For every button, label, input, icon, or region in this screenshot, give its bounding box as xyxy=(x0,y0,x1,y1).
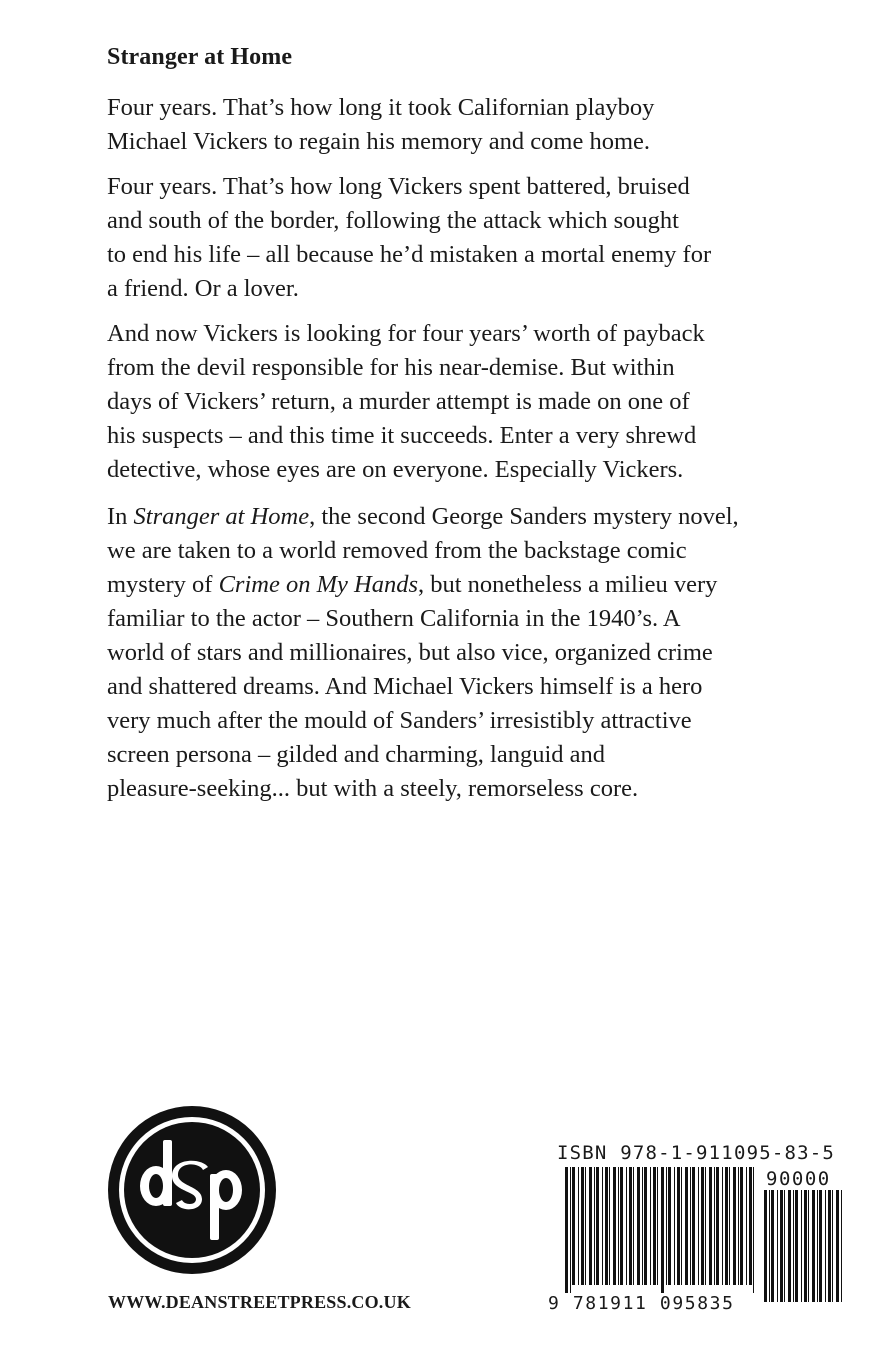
barcode-bar xyxy=(661,1167,664,1293)
barcode-bar xyxy=(825,1190,826,1302)
barcode-bar xyxy=(764,1190,767,1302)
text-line: very much after the mould of Sanders’ irresistibly attractive xyxy=(107,707,692,734)
barcode-bar xyxy=(666,1167,667,1285)
barcode-bar xyxy=(722,1167,723,1285)
barcode-bar xyxy=(780,1190,783,1302)
barcode-bar xyxy=(650,1167,651,1285)
barcode-bar xyxy=(836,1190,839,1302)
barcode-bar xyxy=(620,1167,623,1285)
barcode-bar xyxy=(626,1167,627,1285)
barcode-bar xyxy=(677,1167,680,1285)
text-line: to end his life – all because he’d mistaken a mortal enemy for xyxy=(107,241,712,268)
barcode-bar xyxy=(714,1167,715,1285)
text-segment: , but nonetheless a milieu very xyxy=(417,571,718,598)
text-line: Four years. That’s how long Vickers spent battered, bruised xyxy=(107,173,690,200)
barcode-bar xyxy=(674,1167,675,1285)
text-segment: In xyxy=(107,503,134,530)
barcode-bar xyxy=(629,1167,632,1285)
barcode-bar xyxy=(746,1167,747,1285)
text-line: screen persona – gilded and charming, languid and xyxy=(107,741,606,768)
text-line: from the devil responsible for his near-demise. But within xyxy=(107,354,675,381)
text-segment: mystery of xyxy=(107,571,219,598)
barcode-bar xyxy=(771,1190,774,1302)
barcode-bar xyxy=(793,1190,794,1302)
barcode-bar xyxy=(637,1167,640,1285)
barcode-bar xyxy=(596,1167,599,1285)
barcode-bar xyxy=(570,1167,571,1293)
text-line: pleasure-seeking... but with a steely, remorseless core. xyxy=(107,775,639,802)
barcode-bar xyxy=(681,1167,682,1285)
text-segment: , the second George Sanders mystery novel, xyxy=(309,503,739,530)
text-line: and south of the border, following the attack which sought xyxy=(107,207,679,234)
barcode-bar xyxy=(594,1167,595,1285)
isbn-label: ISBN 978-1-911095-83-5 xyxy=(557,1142,836,1164)
text-line: world of stars and millionaires, but also vice, organized crime xyxy=(107,639,713,666)
barcode-bar xyxy=(733,1167,736,1285)
barcode-bar xyxy=(804,1190,807,1302)
barcode-bar xyxy=(749,1167,752,1285)
barcode-bar xyxy=(795,1190,798,1302)
barcode-bar xyxy=(828,1190,831,1302)
text-line: days of Vickers’ return, a murder attempt is made on one of xyxy=(107,388,690,415)
barcode-bar xyxy=(709,1167,712,1285)
barcode-bar xyxy=(784,1190,785,1302)
barcode-bar xyxy=(618,1167,619,1285)
barcode-bar xyxy=(642,1167,643,1285)
barcode-bar xyxy=(832,1190,833,1302)
barcode-bar xyxy=(602,1167,603,1285)
barcode-bar xyxy=(698,1167,699,1285)
text-line: And now Vickers is looking for four years’ worth of payback xyxy=(107,320,705,347)
text-line: and shattered dreams. And Michael Vickers himself is a hero xyxy=(107,673,703,700)
barcode-bar xyxy=(572,1167,575,1285)
barcode-bar xyxy=(589,1167,592,1285)
barcode-bar xyxy=(808,1190,809,1302)
italic-book-title: Crime on My Hands xyxy=(218,571,418,598)
barcode-bar xyxy=(565,1167,568,1293)
text-line xyxy=(107,500,787,534)
barcode-bar xyxy=(819,1190,822,1302)
barcode-bar xyxy=(817,1190,818,1302)
barcode-bar xyxy=(609,1167,610,1285)
addon-barcode xyxy=(764,1190,844,1310)
italic-book-title: Stranger at Home xyxy=(133,503,310,530)
barcode-bar xyxy=(716,1167,719,1285)
text-line: Michael Vickers to regain his memory and come home. xyxy=(107,128,651,155)
barcode-bar xyxy=(578,1167,579,1285)
barcode-bar xyxy=(581,1167,584,1285)
blurb-paragraph-2 xyxy=(107,170,787,306)
text-line: Four years. That’s how long it took Californian playboy xyxy=(107,94,655,121)
price-code: 90000 xyxy=(766,1168,831,1190)
barcode-bar xyxy=(685,1167,688,1285)
text-line: detective, whose eyes are on everyone. Especially Vickers. xyxy=(107,456,684,483)
barcode-bar xyxy=(668,1167,671,1285)
barcode-bar xyxy=(841,1190,842,1302)
barcode-bar xyxy=(812,1190,815,1302)
publisher-website: WWW.DEANSTREETPRESS.CO.UK xyxy=(108,1292,411,1312)
blurb-paragraph-4 xyxy=(107,500,787,806)
book-title: Stranger at Home xyxy=(107,44,293,70)
dsp-logo xyxy=(106,1104,278,1276)
barcode-bar xyxy=(653,1167,656,1285)
barcode-bar xyxy=(788,1190,791,1302)
text-line: we are taken to a world removed from the backstage comic xyxy=(107,537,687,564)
barcode-bar xyxy=(729,1167,730,1285)
barcode-bar xyxy=(769,1190,770,1302)
barcode-bar xyxy=(740,1167,743,1285)
text-line: a friend. Or a lover. xyxy=(107,275,299,302)
barcode-bar xyxy=(705,1167,706,1285)
barcode-bar xyxy=(613,1167,616,1285)
barcode-bar xyxy=(777,1190,778,1302)
barcode-bar xyxy=(644,1167,647,1285)
text-line: his suspects – and this time it succeeds. Enter a very shrewd xyxy=(107,422,697,449)
barcode-bar xyxy=(725,1167,728,1285)
barcode-bar xyxy=(753,1167,754,1293)
barcode-bar xyxy=(690,1167,691,1285)
barcode-bar xyxy=(633,1167,634,1285)
barcode-bar xyxy=(585,1167,586,1285)
text-line xyxy=(107,568,787,602)
barcode-bar xyxy=(701,1167,704,1285)
blurb-paragraph-1 xyxy=(107,91,787,159)
barcode-bar xyxy=(657,1167,658,1285)
barcode-bar xyxy=(801,1190,802,1302)
text-line: familiar to the actor – Southern California in the 1940’s. A xyxy=(107,605,681,632)
barcode-bar xyxy=(605,1167,608,1285)
barcode-bar xyxy=(738,1167,739,1285)
ean-digits: 9 781911 095835 xyxy=(548,1293,735,1314)
blurb-paragraph-3 xyxy=(107,317,787,487)
barcode-bar xyxy=(692,1167,695,1285)
ean-barcode xyxy=(565,1167,758,1293)
